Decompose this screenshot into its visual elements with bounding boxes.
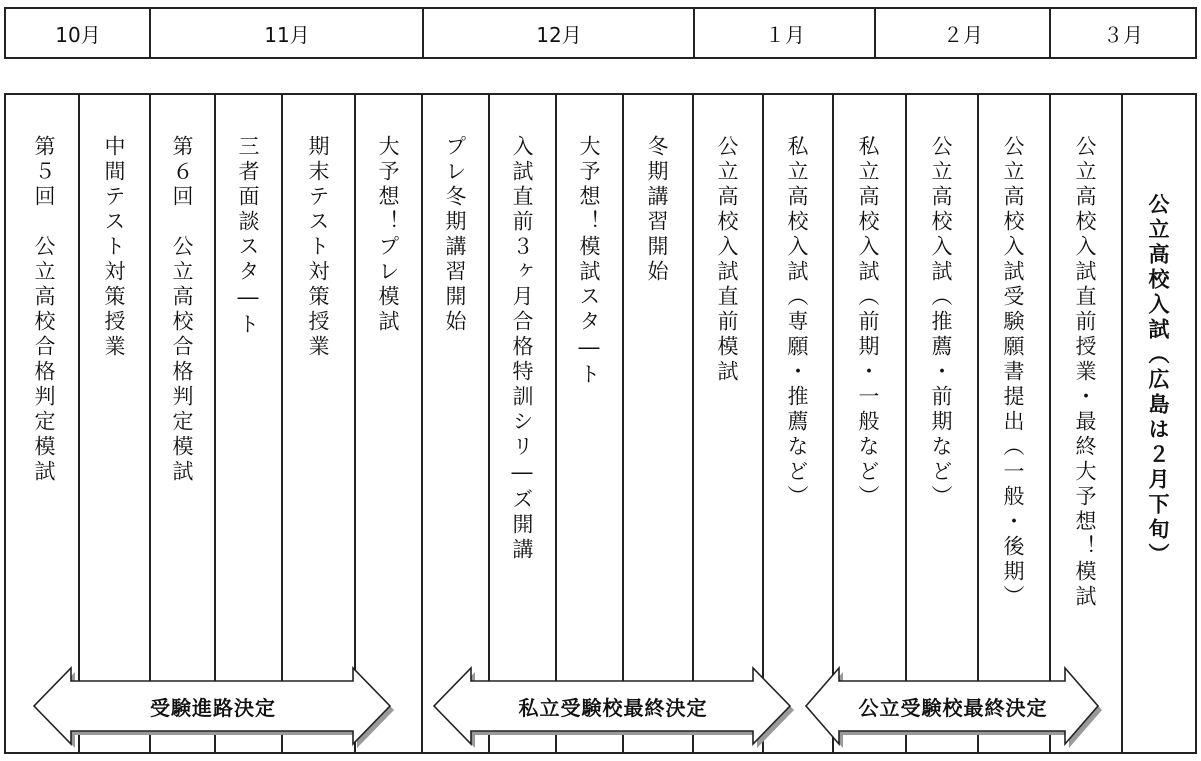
column-divider xyxy=(78,95,80,752)
column-divider xyxy=(488,95,490,752)
event-winter-course-start: 冬期講習開始 xyxy=(645,135,669,285)
event-public-school-exam-recommend: 公立高校入試︵推薦・前期など︶ xyxy=(929,135,953,510)
event-midterm-prep-class: 中間テスト対策授業 xyxy=(102,135,126,360)
event-3-month-special-training: 入試直前３ヶ月合格特訓シリ―ズ開講 xyxy=(510,135,534,563)
column-divider xyxy=(692,95,694,752)
month-november: 11月 xyxy=(264,22,310,47)
event-private-school-exam-recommend: 私立高校入試︵専願・推薦など︶ xyxy=(785,135,809,510)
column-divider xyxy=(281,95,283,752)
phase-label: 私立受験校最終決定 xyxy=(518,695,708,720)
column-divider xyxy=(622,95,624,752)
event-public-application-submission: 公立高校入試受験願書提出︵一般・後期︶ xyxy=(1001,135,1025,610)
column-divider xyxy=(977,95,979,752)
month-february: ２月 xyxy=(943,22,983,47)
column-divider xyxy=(214,95,216,752)
column-divider xyxy=(1049,95,1051,752)
event-mock-exam-6: 第６回 公立高校合格判定模試 xyxy=(170,135,194,485)
column-divider xyxy=(1121,95,1123,752)
column-divider xyxy=(149,95,151,752)
phase-arrow-career-decision xyxy=(34,671,392,741)
event-public-school-final-mock: 公立高校入試直前模試 xyxy=(715,135,739,385)
phase-label: 受験進路決定 xyxy=(150,695,276,720)
column-divider xyxy=(421,95,423,752)
column-divider xyxy=(354,95,356,752)
schedule-grid xyxy=(4,93,1197,754)
month-march: ３月 xyxy=(1103,22,1143,47)
event-public-school-entrance-exam: 公立高校入試︵広島は２月下旬︶ xyxy=(1146,193,1170,568)
phase-label: 公立受験校最終決定 xyxy=(858,695,1048,720)
phase-arrow-private-school-decision xyxy=(434,671,792,741)
month-header-bar xyxy=(4,7,1197,59)
event-mock-exam-start: 大予想！模試スタ―ト xyxy=(577,135,601,388)
column-divider xyxy=(832,95,834,752)
event-pre-mock-exam: 大予想！プレ模試 xyxy=(376,135,400,335)
column-divider xyxy=(762,95,764,752)
phase-arrow-public-school-decision xyxy=(806,671,1100,741)
event-pre-winter-course: プレ冬期講習開始 xyxy=(443,135,467,335)
event-three-party-meeting: 三者面談スタ―ト xyxy=(236,135,260,338)
column-divider xyxy=(905,95,907,752)
event-private-school-exam-general: 私立高校入試︵前期・一般など︶ xyxy=(856,135,880,510)
month-january: １月 xyxy=(765,22,805,47)
month-october: 10月 xyxy=(55,22,101,47)
event-public-final-class-mock: 公立高校入試直前授業・最終大予想！模試 xyxy=(1073,135,1097,610)
column-divider xyxy=(555,95,557,752)
month-december: 12月 xyxy=(536,22,582,47)
event-mock-exam-5: 第５回 公立高校合格判定模試 xyxy=(32,135,56,485)
event-final-exam-prep-class: 期末テスト対策授業 xyxy=(306,135,330,360)
